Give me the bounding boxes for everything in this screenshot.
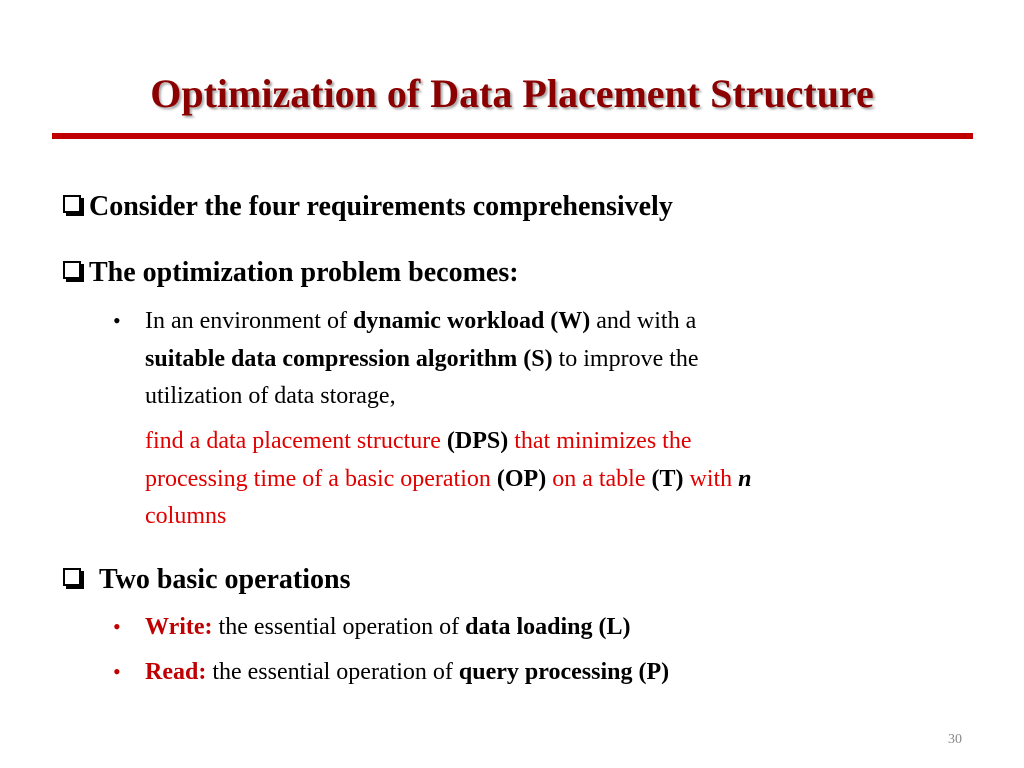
red-paragraph-line-1: find a data placement structure (DPS) that minimizes the bbox=[145, 428, 692, 454]
bullet-text: Consider the four requirements comprehensively bbox=[89, 191, 673, 222]
checkbox-bullet-icon bbox=[63, 261, 81, 279]
red-paragraph-line-3: columns bbox=[145, 503, 227, 529]
op-read: Read: the essential operation of query processing (P) bbox=[145, 659, 670, 685]
sub-bullet-line-2: suitable data compression algorithm (S) to improve the bbox=[145, 346, 699, 372]
dot-bullet-icon: • bbox=[113, 659, 121, 684]
term-data-loading: data loading (L) bbox=[465, 614, 631, 640]
checkbox-bullet-icon bbox=[63, 195, 81, 213]
term-op: (OP) bbox=[496, 466, 547, 492]
op-write: Write: the essential operation of data loading (L) bbox=[145, 614, 631, 640]
read-label: Read: bbox=[145, 659, 207, 685]
term-dps: (DPS) bbox=[446, 428, 509, 454]
term-table: (T) bbox=[651, 466, 684, 492]
page-number: 30 bbox=[948, 732, 962, 747]
write-label: Write: bbox=[145, 614, 213, 640]
term-compression-algorithm: suitable data compression algorithm (S) bbox=[145, 346, 553, 372]
term-query-processing: query processing (P) bbox=[458, 659, 670, 685]
title-divider bbox=[52, 133, 973, 139]
bullet-text: The optimization problem becomes: bbox=[89, 257, 519, 288]
term-n: n bbox=[738, 466, 752, 492]
bullet-two-operations bbox=[63, 563, 351, 597]
dot-bullet-icon: • bbox=[113, 308, 121, 333]
bullet-optimization-problem bbox=[63, 256, 519, 290]
sub-bullet-line-1: In an environment of dynamic workload (W) and with a bbox=[145, 308, 697, 334]
slide-title: Optimization of Data Placement Structure bbox=[150, 71, 874, 116]
bullet-text: Two basic operations bbox=[99, 564, 351, 595]
term-dynamic-workload: dynamic workload (W) bbox=[352, 308, 591, 334]
red-paragraph-line-2: processing time of a basic operation (OP) on a table (T) with n bbox=[145, 466, 752, 492]
checkbox-bullet-icon bbox=[63, 568, 81, 586]
sub-bullet-line-3: utilization of data storage, bbox=[145, 383, 396, 409]
bullet-consider bbox=[63, 190, 673, 224]
dot-bullet-icon: • bbox=[113, 614, 121, 639]
